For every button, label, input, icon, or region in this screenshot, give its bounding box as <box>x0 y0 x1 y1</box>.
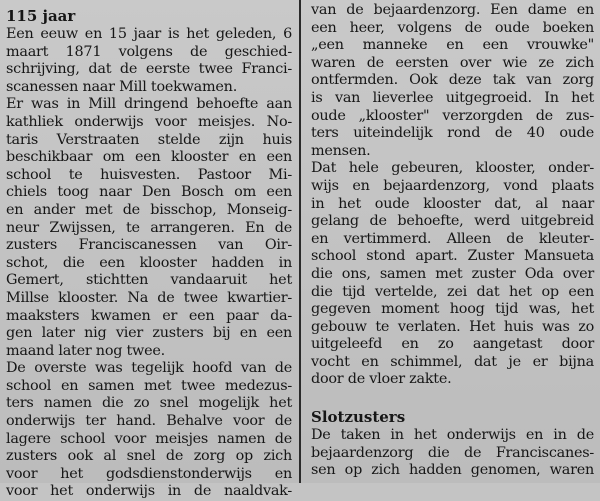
text-line: gen later nig vier zusters bij en een <box>6 325 292 342</box>
text-line: maand later nog twee. <box>6 342 165 359</box>
text-line: scanessen naar Mill toekwamen. <box>6 78 238 95</box>
text-line: oude „klooster" verzorgden de zus- <box>311 107 594 124</box>
text-line: voor het godsdienstonderwijs en <box>6 465 292 482</box>
text-line: mensen. <box>311 142 371 159</box>
text-line: van de bejaardenzorg. Een dame en <box>311 2 594 18</box>
text-line: taris Verstraaten stelde zijn huis <box>6 131 292 148</box>
text-line: school te huisvesten. Pastoor Mi- <box>6 166 292 183</box>
text-line: Dat hele gebeuren, klooster, onder- <box>311 160 594 177</box>
text-line: vocht en schimmel, dat je er bijna <box>311 353 594 370</box>
text-line: ters uiteindelijk rond de 40 oude <box>311 125 594 142</box>
text-line: door de vloer zakte. <box>311 371 452 388</box>
paragraph-gap <box>311 389 594 406</box>
text-line: school en samen met twee medezus- <box>6 377 292 394</box>
text-line: die ons, samen met zuster Oda over <box>311 265 594 282</box>
text-line: onderwijs ter hand. Behalve voor de <box>6 413 292 430</box>
text-line: gelang de behoefte, werd uitgebreid <box>311 213 594 230</box>
text-line: „een manneke en een vrouwke" <box>311 37 594 54</box>
text-line: die tijd vertelde, zei dat het op een <box>311 283 594 300</box>
text-line: ontfermden. Ook deze tak van zorg <box>311 72 594 89</box>
text-line: wijs en bejaardenzorg, vond plaats <box>311 177 594 194</box>
column-divider <box>299 0 301 483</box>
text-line: in het oude klooster dat, al naar <box>311 195 594 212</box>
text-line: waren de eersten over wie ze zich <box>311 54 594 71</box>
text-line: zusters Franciscanessen van Oir- <box>6 237 292 254</box>
text-line: uitgeleefd en zo aangetast door <box>311 336 594 353</box>
text-line: gebouw te verlaten. Het huis was zo <box>311 318 594 335</box>
text-line: Een eeuw en 15 jaar is het geleden, 6 <box>6 26 292 42</box>
text-line: kathliek onderwijs voor meisjes. No- <box>6 113 292 130</box>
text-line: neur Zwijssen, te arrangeren. En de <box>6 219 292 236</box>
section-heading-115-jaar: 115 jaar <box>6 7 76 25</box>
text-line: maaksters kwamen er een paar da- <box>6 307 292 324</box>
text-line: beschikbaar om een klooster en een <box>6 149 292 166</box>
text-line: school stond apart. Zuster Mansueta <box>311 248 594 265</box>
text-line: lagere school voor meisjes namen de <box>6 430 292 447</box>
text-line: Er was in Mill dringend behoefte aan <box>6 96 292 113</box>
text-line: zusters ook al snel de zorg op zich <box>6 448 292 465</box>
right-column-text <box>311 2 594 389</box>
text-line: een heer, volgens de oude boeken <box>311 19 594 36</box>
right-column <box>311 0 594 483</box>
text-line: en ander met de bisschop, Monseig- <box>6 201 292 218</box>
text-line: is van lieverlee uitgegroeid. In het <box>311 89 594 106</box>
text-line: Millse klooster. Na de twee kwartier- <box>6 289 292 306</box>
text-line: schot, die een klooster hadden in <box>6 254 292 271</box>
section-heading-slotzusters: Slotzusters <box>311 408 406 427</box>
text-line: gegeven moment hoog tijd was, het <box>311 301 594 318</box>
text-line: ters namen die zo snel mogelijk het <box>6 395 292 412</box>
left-column-text <box>6 26 292 501</box>
right-column-text-continued <box>311 427 594 480</box>
text-line: Gemert, stichtten vandaaruit het <box>6 272 292 289</box>
text-line: bejaardenzorg die de Franciscanes- <box>311 444 594 461</box>
left-column <box>6 0 292 500</box>
text-line: De taken in het onderwijs en in de <box>311 427 594 444</box>
text-line: sen op zich hadden genomen, waren <box>311 462 594 479</box>
text-line: schrijving, dat de eerste twee Franci- <box>6 61 292 78</box>
text-line: De overste was tegelijk hoofd van de <box>6 360 292 377</box>
text-line: voor het onderwijs in de naaldvak- <box>6 483 292 500</box>
text-line: maart 1871 volgens de geschied- <box>6 43 292 60</box>
text-line: en vertimmerd. Alleen de kleuter- <box>311 230 594 247</box>
text-line: chiels toog naar Den Bosch om een <box>6 184 292 201</box>
